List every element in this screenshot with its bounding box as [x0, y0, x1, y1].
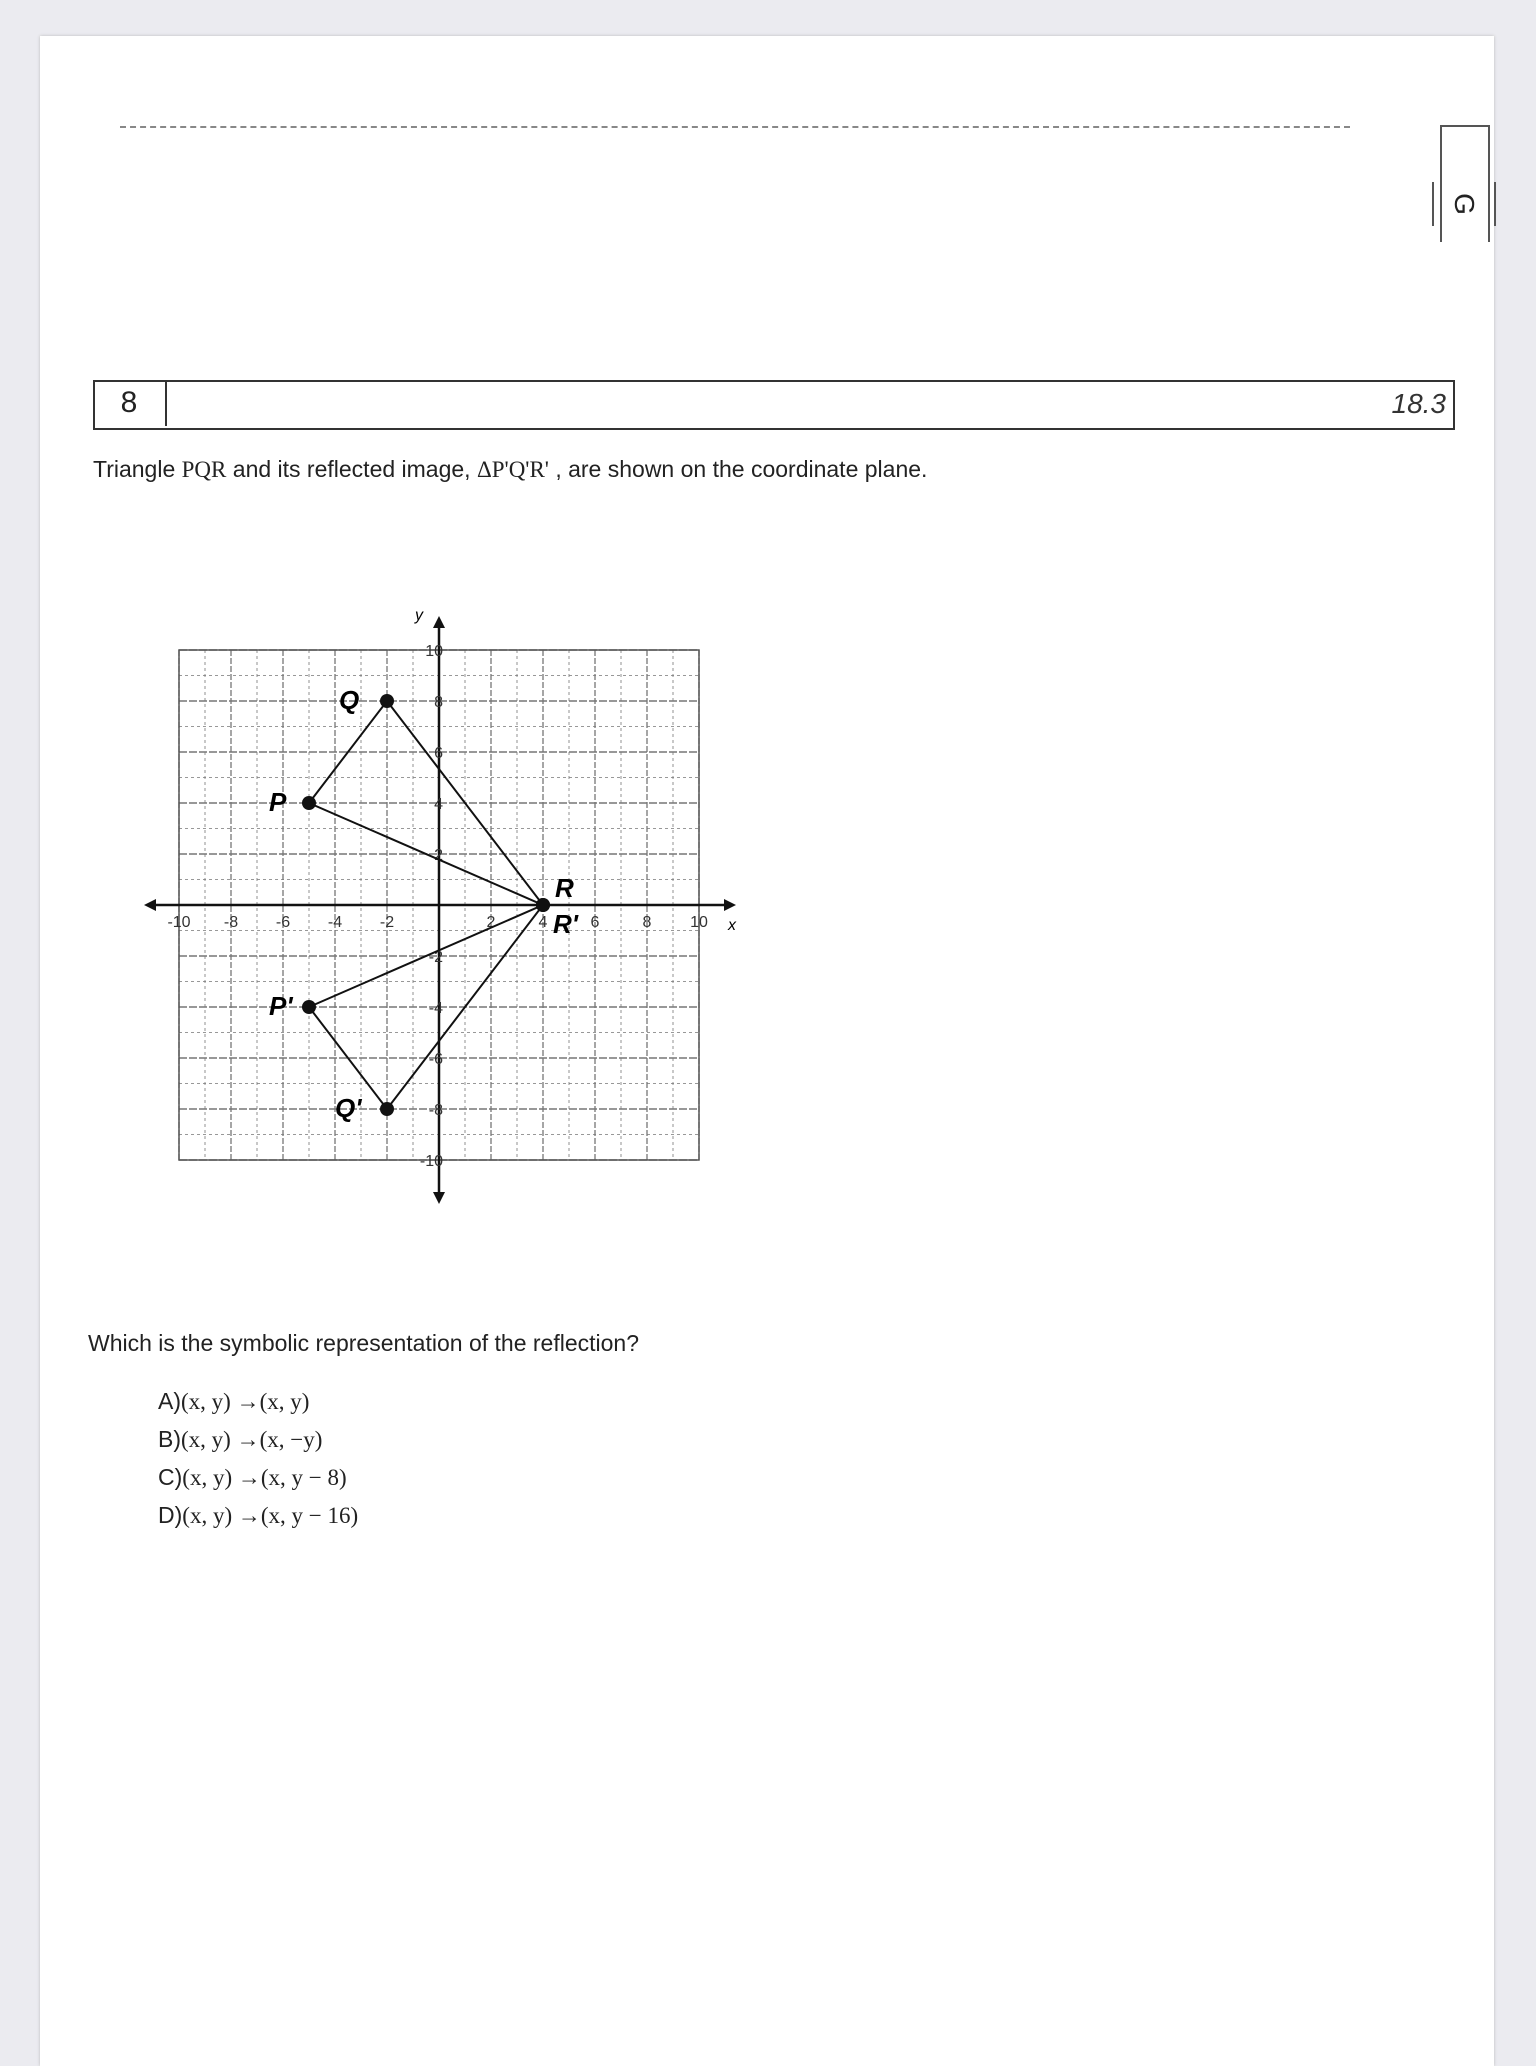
x-tick-label: 2 [486, 914, 496, 931]
question-header-bar [93, 380, 1455, 430]
y-tick-label: 2 [434, 847, 443, 864]
x-tick-label: -8 [223, 914, 239, 931]
y-tick-label: 8 [434, 694, 443, 711]
x-tick-label: -2 [379, 914, 395, 931]
y-axis-arrow-up [433, 616, 445, 628]
y-tick-label: 4 [434, 796, 443, 813]
point-q [380, 694, 394, 708]
question-number: 8 [93, 380, 167, 426]
point-label: R [555, 873, 574, 903]
x-tick-label: -4 [327, 914, 343, 931]
scan-artifact-line [120, 126, 1350, 128]
standard-code: 18.3 [1391, 388, 1446, 419]
image-triangle-name: ΔP'Q'R' [476, 457, 549, 482]
y-tick-label: -10 [419, 1153, 443, 1170]
point-p-prime [302, 1000, 316, 1014]
point-q-prime [380, 1102, 394, 1116]
y-axis-arrow-down [433, 1192, 445, 1204]
y-tick-label: -8 [428, 1102, 443, 1119]
question-prompt [93, 456, 927, 483]
prompt-text: , are shown on the coordinate plane. [548, 456, 928, 482]
point-r-prime [536, 898, 550, 912]
x-axis-arrow-left [144, 899, 156, 911]
answer-option-c[interactable] [158, 1464, 347, 1491]
x-tick-label: 6 [590, 914, 600, 931]
option-expression: (x, y) →(x, y − 16) [182, 1503, 359, 1528]
point-p [302, 796, 316, 810]
option-expression: (x, y) →(x, y) [181, 1389, 310, 1414]
x-tick-label: -10 [167, 914, 191, 931]
y-tick-label: -2 [428, 949, 443, 966]
x-tick-label: -6 [275, 914, 291, 931]
option-letter: B) [158, 1426, 181, 1452]
y-tick-label: -4 [428, 1000, 443, 1017]
coordinate-plane [140, 600, 740, 1220]
x-tick-label: 4 [538, 914, 548, 931]
option-letter: A) [158, 1388, 181, 1414]
point-label: P [269, 787, 287, 817]
prompt-text: and its reflected image, [226, 456, 477, 482]
side-tab-label: G [1432, 182, 1496, 226]
triangle-name: PQR [181, 457, 227, 482]
point-label: Q' [335, 1093, 362, 1123]
answer-option-b[interactable] [158, 1426, 322, 1453]
x-tick-label: 10 [690, 914, 708, 931]
prompt-text: Triangle [93, 456, 182, 482]
x-axis-label: x [728, 917, 736, 934]
answer-option-d[interactable] [158, 1502, 358, 1529]
x-tick-label: 8 [642, 914, 652, 931]
answer-option-a[interactable] [158, 1388, 309, 1415]
point-label: R' [553, 909, 578, 939]
question-text: Which is the symbolic representation of the reflection? [88, 1330, 639, 1356]
point-label: P' [269, 991, 293, 1021]
point-label: Q [339, 685, 360, 715]
y-tick-label: 6 [434, 745, 443, 762]
option-letter: C) [158, 1464, 183, 1490]
option-expression: (x, y) →(x, y − 8) [182, 1465, 347, 1490]
y-tick-label: -6 [428, 1051, 443, 1068]
y-axis-label: y [415, 607, 423, 624]
option-letter: D) [158, 1502, 183, 1528]
y-tick-label: 10 [425, 643, 443, 660]
x-axis-arrow-right [724, 899, 736, 911]
option-expression: (x, y) →(x, −y) [181, 1427, 323, 1452]
